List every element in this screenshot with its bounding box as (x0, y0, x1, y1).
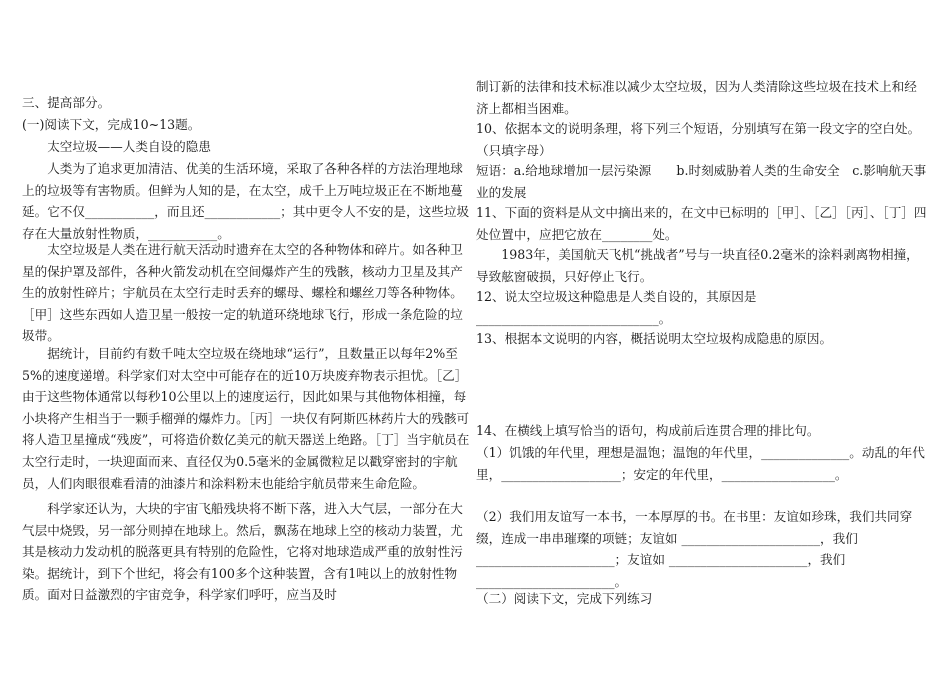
question-14-part-1: （1）饥饿的年代里，理想是温饱；温饱的年代里，______________。动乱的年代里，___________________；安定的年代里，__________________。 (476, 445, 925, 482)
section-heading: 三、提高部分。 (22, 95, 111, 110)
article-paragraph-1: 人类为了追求更加清洁、优美的生活环境，采取了各种各样的方法治理地球上的垃圾等有害物质。但鲜为人知的是，在太空，成千上万吨垃圾正在不断地蔓延。它不仅___________，而且还____________；其中更令人不安的是，这些垃圾存在大量放射性物质，___________。 (22, 161, 470, 241)
article-paragraph-2: 太空垃圾是人类在进行航天活动时遗弃在太空的各种物体和碎片。如各种卫星的保护罩及部件，各种火箭发动机在空间爆炸产生的残骸，核动力卫星及其产生的放射性碎片；宇航员在太空行走时丢弃的螺母、螺栓和螺丝刀等各种物体。［甲］这些东西如人造卫星一般按一定的轨道环绕地球飞行，形成一条危险的垃圾带。 (22, 242, 463, 344)
question-11-material: 1983年，美国航天飞机“挑战者”号与一块直径0.2毫米的涂料剥离物相撞，导致舷窗破损，只好停止飞行。 (476, 247, 919, 284)
article-title: 太空垃圾——人类自设的隐患 (47, 139, 211, 154)
question-12: 12、说太空垃圾这种隐患是人类自设的，其原因是_____________________________。 (476, 289, 757, 326)
article-paragraph-4: 科学家还认为，大块的宇宙飞船残块将不断下落，进入大气层，一部分在大气层中烧毁，另一部分则掉在地球上。然后，飘荡在地球上空的核动力装置，尤其是核动力发动机的脱落更具有特别的危险性，它将对地球造成严重的放射性污染。据统计，到下个世纪，将会有100多个这种装置，含有1吨以上的放射性物质。面对日益激烈的宇宙竞争，科学家们呼吁，应当及时 (22, 501, 463, 603)
question-10: 10、依据本文的说明条理，将下列三个短语，分别填写在第一段文字的空白处。（只填字母） (476, 121, 921, 158)
part-two-heading: （二）阅读下文，完成下列练习 (476, 591, 653, 606)
question-11: 11、下面的资料是从文中摘出来的，在文中已标明的［甲］、［乙］［丙］、［丁］四处位置中，应把它放在________处。 (476, 205, 927, 242)
reading-instruction: (一)阅读下文，完成10~13题。 (22, 117, 201, 132)
article-continuation: 制订新的法律和技术标准以减少太空垃圾，因为人类清除这些垃圾在技术上和经济上都相当困难。 (476, 79, 917, 116)
question-10-options: 短语：a.给地球增加一层污染源 b.时刻威胁着人类的生命安全 c.影响航天事业的发展 (476, 163, 927, 200)
question-14: 14、在横线上填写恰当的语句，构成前后连贯合理的排比句。 (476, 423, 820, 438)
question-13: 13、根据本文说明的内容，概括说明太空垃圾构成隐患的原因。 (476, 331, 833, 346)
article-paragraph-3: 据统计，目前约有数千吨太空垃圾在绕地球“运行”，且数量正以每年2%至5%的速度递增。科学家们对太空中可能存在的近10万块废弃物表示担忧。［乙］由于这些物体通常以每秒10公里以上的速度运行，因此如果与其他物体相撞，每小块将产生相当于一颗手榴弹的爆炸力。［丙］一块仅有阿斯匹林药片大的残骸可将人造卫星撞成“残废”，可将造价数亿美元的航天器送上绝路。［丁］当宇航员在太空行走时，一块迎面而来、直径仅为0.5毫米的金属微粒足以戳穿密封的宇航员，人们肉眼很难看清的油漆片和涂料粉末也能给宇航员带来生命危险。 (22, 346, 470, 491)
question-14-part-2: （2）我们用友谊写一本书，一本厚厚的书。在书里：友谊如珍珠，我们共同穿缀，连成一串串璀璨的项链；友谊如 ______________________，我们 ______________________；友谊如 ______________________，我们______________________。 (476, 509, 913, 589)
